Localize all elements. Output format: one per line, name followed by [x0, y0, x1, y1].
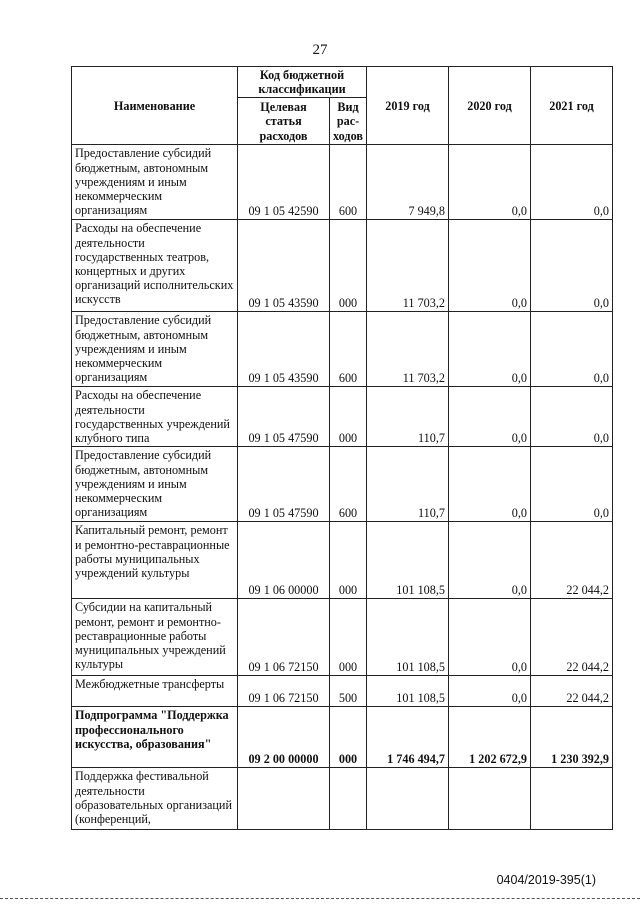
- row-2020: 1 202 672,9: [449, 707, 531, 768]
- row-2019: 11 703,2: [367, 312, 449, 387]
- row-2021: 0,0: [531, 387, 613, 447]
- table-row: [72, 387, 613, 447]
- header-year-2019: 2019 год: [367, 67, 449, 145]
- row-2019: 101 108,5: [367, 599, 449, 676]
- row-2020: 0,0: [449, 522, 531, 599]
- row-code: 09 1 05 47590: [238, 447, 330, 522]
- header-target-article: Целевая статья расходов: [238, 98, 330, 145]
- row-2020: 0,0: [449, 387, 531, 447]
- row-type: 000: [330, 599, 367, 676]
- row-type: 600: [330, 447, 367, 522]
- table-row: [72, 676, 613, 707]
- row-2020: 0,0: [449, 676, 531, 707]
- table-row: [72, 599, 613, 676]
- row-type: 600: [330, 145, 367, 220]
- row-name: Расходы на обеспечение деятельности государственных театров, концертных и других организаций исполнительских искусств: [72, 220, 238, 312]
- row-2019: 7 949,8: [367, 145, 449, 220]
- row-2021: 22 044,2: [531, 676, 613, 707]
- row-2021: 0,0: [531, 447, 613, 522]
- row-2021: 0,0: [531, 220, 613, 312]
- row-2020: 0,0: [449, 599, 531, 676]
- bottom-divider: [0, 898, 640, 899]
- row-code: 09 1 05 43590: [238, 220, 330, 312]
- row-name: Расходы на обеспечение деятельности государственных учреждений клубного типа: [72, 387, 238, 447]
- header-name: Наименование: [72, 67, 238, 145]
- row-code: 09 2 00 00000: [238, 707, 330, 768]
- table-row: [72, 145, 613, 220]
- header-year-2021: 2021 год: [531, 67, 613, 145]
- row-code: 09 1 05 43590: [238, 312, 330, 387]
- header-year-2020: 2020 год: [449, 67, 531, 145]
- row-type: 500: [330, 676, 367, 707]
- table-row: [72, 768, 613, 830]
- row-type: 000: [330, 387, 367, 447]
- table-row: [72, 522, 613, 599]
- row-code: 09 1 05 42590: [238, 145, 330, 220]
- row-type: 600: [330, 312, 367, 387]
- row-2020: 0,0: [449, 447, 531, 522]
- row-2020: [449, 768, 531, 830]
- row-2019: 101 108,5: [367, 522, 449, 599]
- row-name: Предоставление субсидий бюджетным, автономным учреждениям и иным некоммерческим организациям: [72, 312, 238, 387]
- row-code: 09 1 06 72150: [238, 676, 330, 707]
- row-type: 000: [330, 220, 367, 312]
- row-2021: 0,0: [531, 145, 613, 220]
- row-name: Поддержка фестивальной деятельности образовательных организаций (конференций,: [72, 768, 238, 830]
- table-row: [72, 312, 613, 387]
- row-code: 09 1 06 00000: [238, 522, 330, 599]
- row-name: Межбюджетные трансферты: [72, 676, 238, 707]
- header-expense-type: Вид рас- ходов: [330, 98, 367, 145]
- row-name: Предоставление субсидий бюджетным, автономным учреждениям и иным некоммерческим организациям: [72, 447, 238, 522]
- row-type: [330, 768, 367, 830]
- header-code-group: Код бюджетной классификации: [238, 67, 367, 98]
- page-number: 27: [312, 42, 328, 58]
- row-name: Субсидии на капитальный ремонт, ремонт и ремонтно-реставрационные работы муниципальных учреждений культуры: [72, 599, 238, 676]
- table-row: [72, 447, 613, 522]
- row-name: Капитальный ремонт, ремонт и ремонтно-реставрационные работы муниципальных учреждений культуры: [72, 522, 238, 599]
- row-name: Подпрограмма "Поддержка профессионального искусства, образования": [72, 707, 238, 768]
- table-row-subprogram: [72, 707, 613, 768]
- row-2019: 101 108,5: [367, 676, 449, 707]
- row-code: [238, 768, 330, 830]
- row-2019: 1 746 494,7: [367, 707, 449, 768]
- row-code: 09 1 05 47590: [238, 387, 330, 447]
- budget-table: [71, 66, 613, 830]
- row-2019: 11 703,2: [367, 220, 449, 312]
- row-2021: 0,0: [531, 312, 613, 387]
- row-2020: 0,0: [449, 312, 531, 387]
- row-2021: [531, 768, 613, 830]
- row-type: 000: [330, 707, 367, 768]
- row-2020: 0,0: [449, 220, 531, 312]
- row-code: 09 1 06 72150: [238, 599, 330, 676]
- row-2021: 22 044,2: [531, 599, 613, 676]
- document-id: 0404/2019-395(1): [496, 873, 596, 887]
- row-type: 000: [330, 522, 367, 599]
- row-name: Предоставление субсидий бюджетным, автономным учреждениям и иным некоммерческим организациям: [72, 145, 238, 220]
- row-2021: 1 230 392,9: [531, 707, 613, 768]
- row-2019: 110,7: [367, 447, 449, 522]
- table-row: [72, 220, 613, 312]
- row-2021: 22 044,2: [531, 522, 613, 599]
- row-2019: 110,7: [367, 387, 449, 447]
- row-2020: 0,0: [449, 145, 531, 220]
- row-2019: [367, 768, 449, 830]
